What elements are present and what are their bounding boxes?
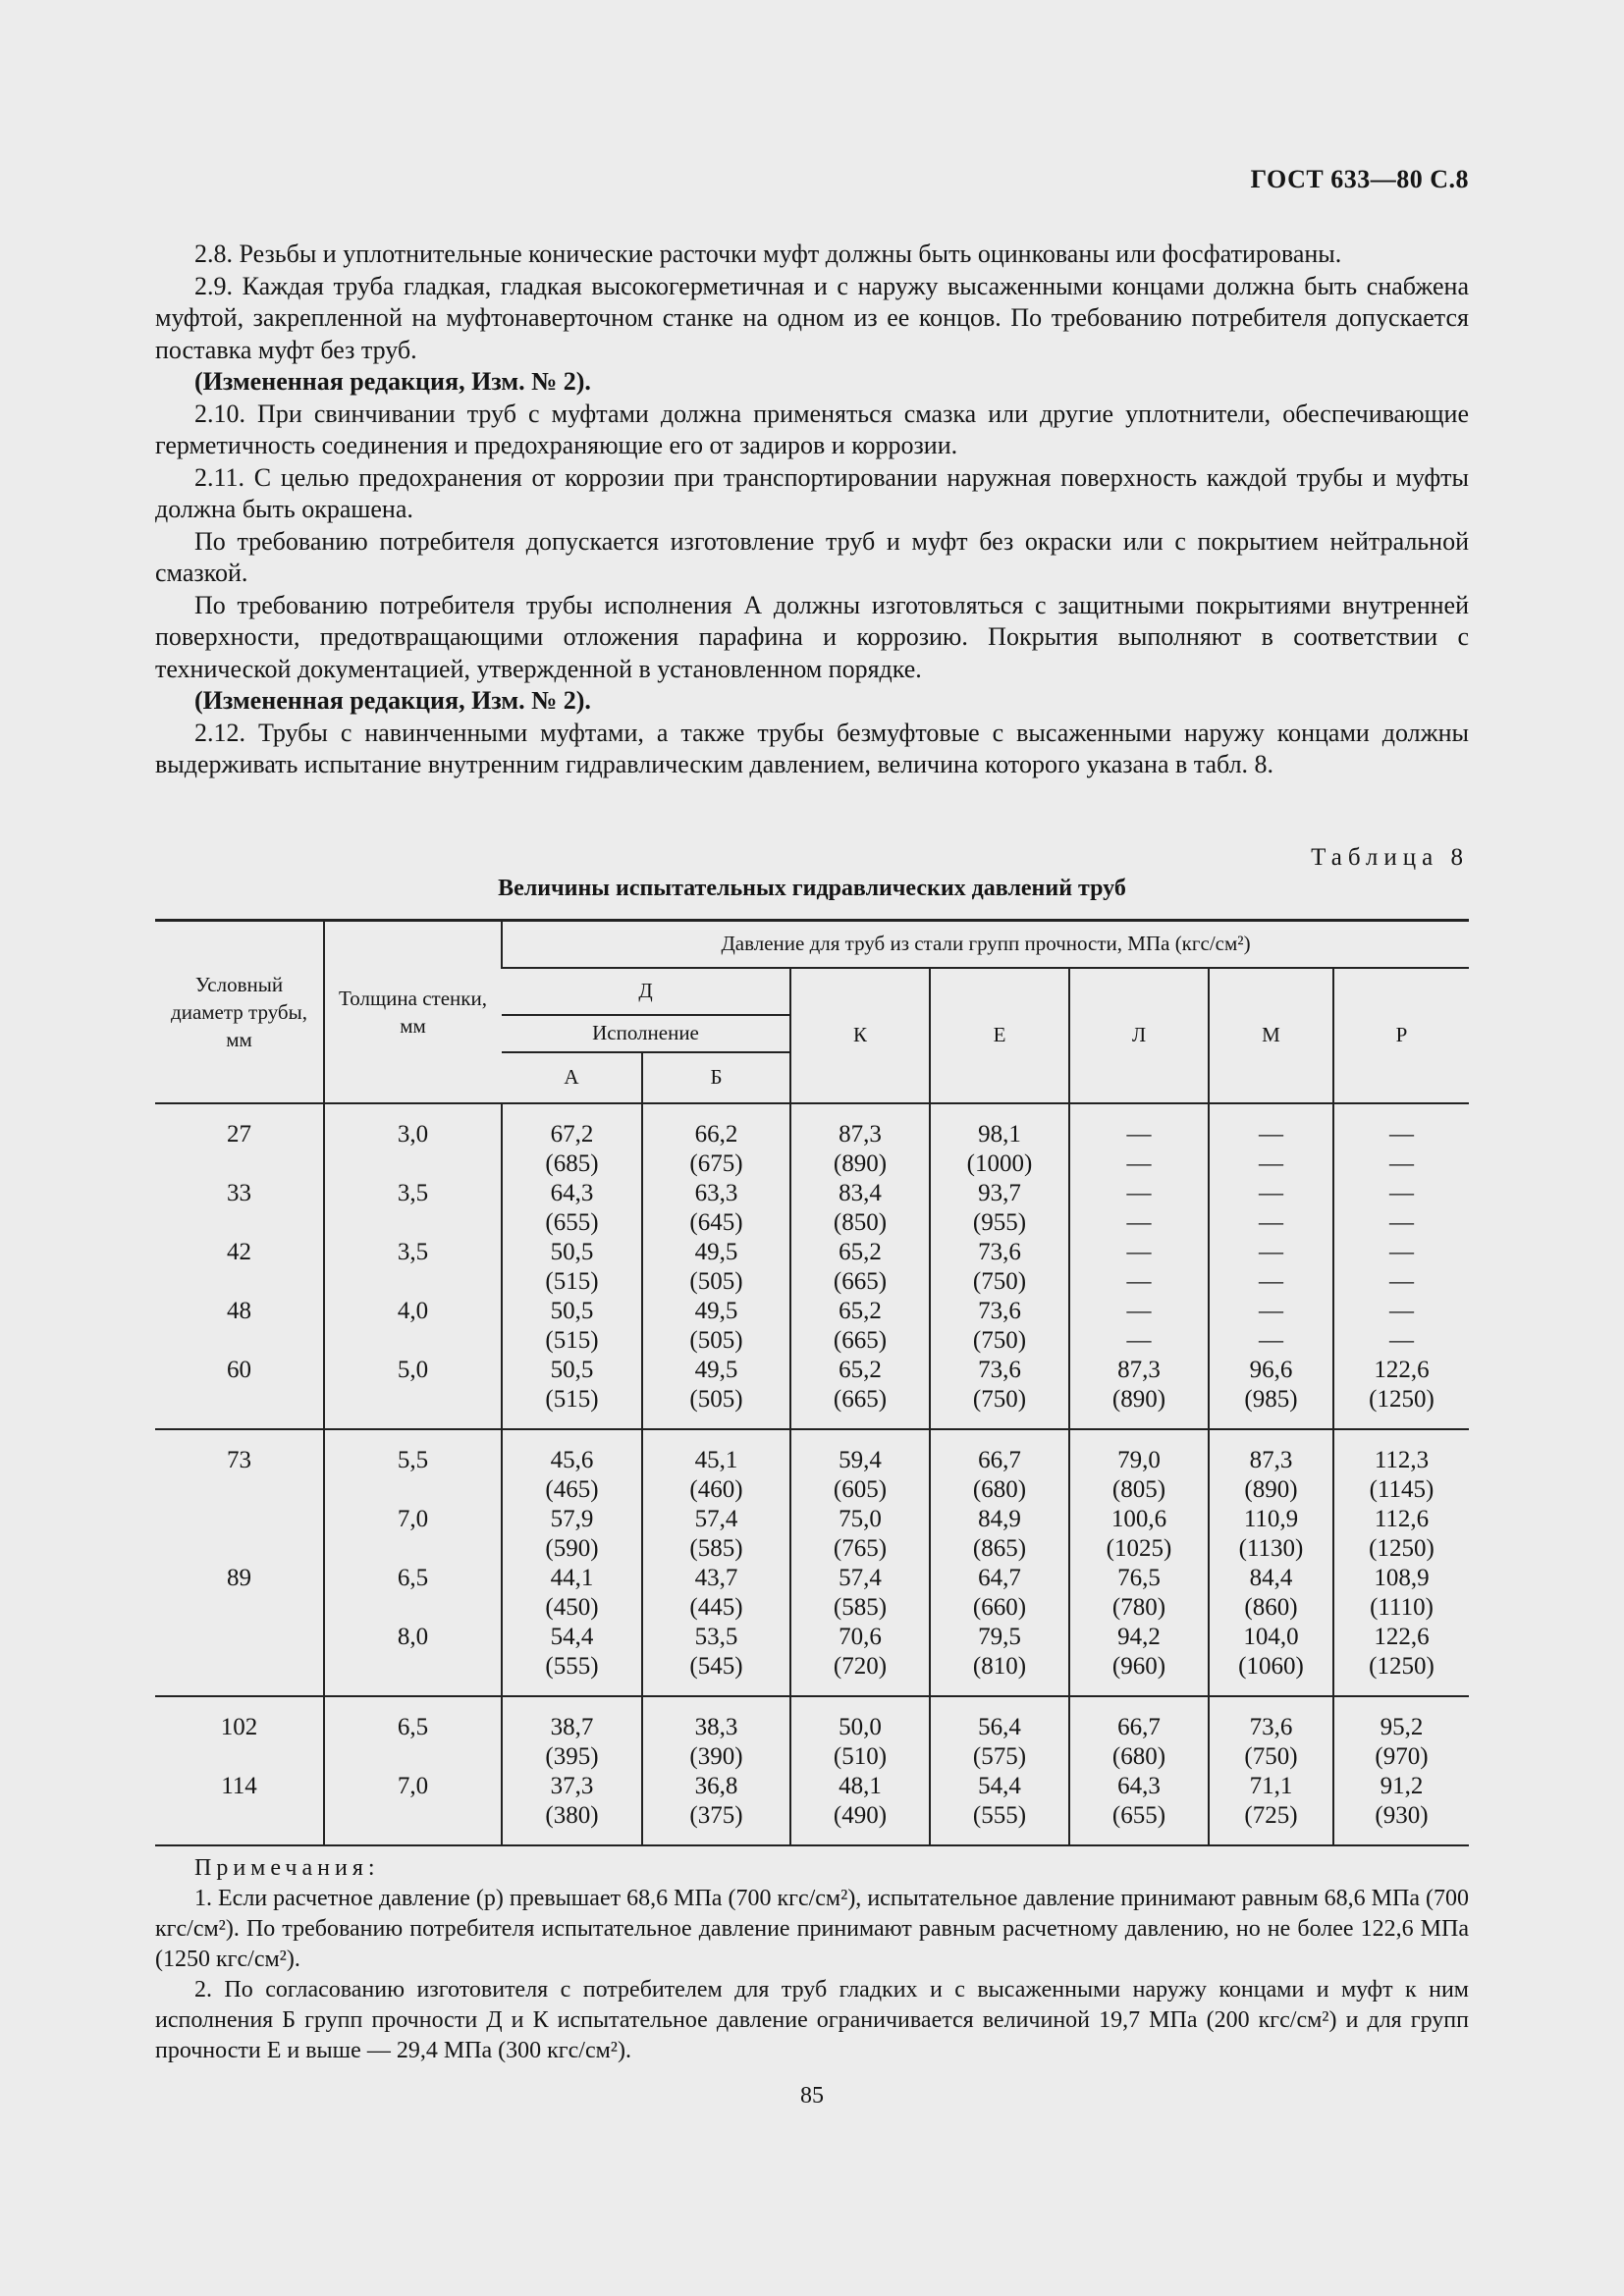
- cell-wall-thickness: 3,5: [324, 1238, 502, 1297]
- pressure-kgf: (685): [545, 1149, 599, 1177]
- pressure-kgf: (750): [1244, 1742, 1298, 1770]
- pressure-kgf: (1250): [1369, 1534, 1435, 1562]
- pressure-mpa: 53,5: [694, 1623, 738, 1650]
- pressure-kgf: —: [1259, 1267, 1283, 1295]
- pressure-kgf: (575): [972, 1742, 1027, 1770]
- amendment-note: (Измененная редакция, Изм. № 2).: [194, 367, 591, 396]
- cell-pressure: [930, 1297, 1069, 1356]
- cell-pressure: [1333, 1238, 1469, 1297]
- cell-pressure: [1209, 1356, 1333, 1429]
- header-execution-b: Б: [642, 1052, 790, 1103]
- pressure-mpa: 67,2: [550, 1120, 594, 1148]
- pressure-mpa: 54,4: [978, 1772, 1021, 1799]
- pressure-kgf: (1145): [1369, 1475, 1435, 1503]
- cell-pressure: [1069, 1696, 1209, 1772]
- paragraph: 2.9. Каждая труба гладкая, гладкая высокогерметичная и с наружу высаженными концами должна быть снабжена муфтой, закрепленной на муфтонаверточном станке на одном из ее концов. По требованию потребителя допускается поставка муфт без труб.: [155, 271, 1469, 364]
- pressure-kgf: (1250): [1369, 1652, 1435, 1680]
- pressure-kgf: (805): [1111, 1475, 1166, 1503]
- pressure-kgf: —: [1259, 1326, 1283, 1354]
- pressure-kgf: —: [1259, 1149, 1283, 1177]
- pressure-kgf: (585): [689, 1534, 743, 1562]
- cell-pressure: [1333, 1297, 1469, 1356]
- pressure-kgf: (380): [545, 1801, 599, 1829]
- cell-diameter: 33: [227, 1179, 251, 1206]
- pressure-kgf: (390): [689, 1742, 743, 1770]
- pressure-kgf: (465): [545, 1475, 599, 1503]
- pressure-kgf: (765): [833, 1534, 888, 1562]
- cell-pressure: [502, 1297, 642, 1356]
- cell-wall-thickness: 3,5: [324, 1179, 502, 1238]
- cell-pressure: [1333, 1623, 1469, 1696]
- pressure-mpa: 73,6: [978, 1238, 1021, 1265]
- cell-diameter: [155, 1505, 324, 1564]
- pressure-kgf: —: [1389, 1208, 1414, 1236]
- pressure-kgf: (850): [833, 1208, 888, 1236]
- cell-pressure: [790, 1103, 930, 1179]
- pressure-mpa: —: [1389, 1179, 1414, 1206]
- cell-pressure: [502, 1696, 642, 1772]
- pressure-kgf: (675): [689, 1149, 743, 1177]
- pressure-mpa: 65,2: [839, 1297, 882, 1324]
- cell-pressure: [790, 1696, 930, 1772]
- pressure-mpa: 94,2: [1117, 1623, 1161, 1650]
- table-row: [155, 1103, 1469, 1179]
- cell-pressure: [930, 1429, 1069, 1505]
- table-row: [155, 1238, 1469, 1297]
- pressure-mpa: 79,5: [978, 1623, 1021, 1650]
- header-pressure: Давление для труб из стали групп прочности, МПа (кгс/см²): [502, 921, 1469, 968]
- page-number: 85: [800, 2083, 824, 2109]
- pressure-kgf: (450): [545, 1593, 599, 1621]
- note-item: 1. Если расчетное давление (p) превышает 68,6 МПа (700 кгс/см²), испытательное давление принимают равным 68,6 МПа (700 кгс/см²). По требованию потребителя испытательное давление принимают равным расчетному давлению, но не более 122,6 МПа (1250 кгс/см²).: [155, 1886, 1469, 1972]
- pressure-mpa: 95,2: [1380, 1713, 1424, 1740]
- cell-pressure: [930, 1696, 1069, 1772]
- pressure-mpa: 91,2: [1380, 1772, 1424, 1799]
- cell-pressure: [1209, 1238, 1333, 1297]
- pressure-kgf: (665): [833, 1267, 888, 1295]
- cell-pressure: [502, 1623, 642, 1696]
- paragraph: 2.10. При свинчивании труб с муфтами должна применяться смазка или другие уплотнители, обеспечивающие герметичность соединения и предохраняющие его от задиров и коррозии.: [155, 399, 1469, 459]
- pressure-kgf: (545): [689, 1652, 743, 1680]
- header-wall-thickness: Толщина стенки, мм: [324, 921, 502, 1103]
- pressure-kgf: (955): [972, 1208, 1027, 1236]
- table-row: [155, 1772, 1469, 1845]
- cell-diameter: 114: [155, 1772, 324, 1845]
- pressure-mpa: 57,9: [550, 1505, 594, 1532]
- table-title: Величины испытательных гидравлических давлений труб: [498, 876, 1126, 901]
- cell-pressure: [642, 1505, 790, 1564]
- cell-pressure: [930, 1772, 1069, 1845]
- pressure-mpa: 66,2: [694, 1120, 738, 1148]
- cell-diameter: 27: [227, 1120, 251, 1148]
- cell-pressure: [1069, 1772, 1209, 1845]
- pressure-mpa: 122,6: [1374, 1623, 1430, 1650]
- cell-pressure: [502, 1356, 642, 1429]
- pressure-kgf: (680): [1111, 1742, 1166, 1770]
- pressure-mpa: —: [1259, 1238, 1283, 1265]
- pressure-mpa: 112,3: [1374, 1446, 1430, 1473]
- document-code-header: ГОСТ 633—80 С.8: [1250, 165, 1469, 193]
- pressure-mpa: —: [1259, 1120, 1283, 1148]
- pressure-mpa: 79,0: [1117, 1446, 1161, 1473]
- cell-pressure: [502, 1772, 642, 1845]
- pressure-mpa: 37,3: [550, 1772, 594, 1799]
- pressure-mpa: 43,7: [694, 1564, 738, 1591]
- pressure-mpa: 63,3: [694, 1179, 738, 1206]
- pressure-mpa: 87,3: [1117, 1356, 1161, 1383]
- pressure-mpa: 49,5: [694, 1297, 738, 1324]
- pressure-mpa: 76,5: [1117, 1564, 1161, 1591]
- pressure-mpa: 56,4: [978, 1713, 1021, 1740]
- cell-pressure: [1333, 1505, 1469, 1564]
- table-row: [155, 1179, 1469, 1238]
- pressure-mpa: 64,3: [550, 1179, 594, 1206]
- cell-pressure: [790, 1429, 930, 1505]
- pressure-mpa: 66,7: [978, 1446, 1021, 1473]
- cell-pressure: [930, 1179, 1069, 1238]
- pressure-mpa: 73,6: [978, 1356, 1021, 1383]
- cell-pressure: [790, 1297, 930, 1356]
- cell-diameter: 89: [227, 1564, 251, 1591]
- cell-pressure: [642, 1179, 790, 1238]
- pressure-kgf: (515): [545, 1326, 599, 1354]
- note-item: 2. По согласованию изготовителя с потребителем для труб гладких и с высаженными наружу концами и муфт к ним исполнения Б групп прочности Д и К испытательное давление ограничивается величиной 19,7 МПа (200 кгс/см²) и для групп прочности Е и выше — 29,4 МПа (300 кгс/см²).: [155, 1977, 1469, 2063]
- pressure-mpa: 38,7: [550, 1713, 594, 1740]
- cell-wall-thickness: 7,0: [324, 1772, 502, 1845]
- pressure-mpa: 38,3: [694, 1713, 738, 1740]
- pressure-kgf: —: [1389, 1149, 1414, 1177]
- cell-pressure: [1069, 1238, 1209, 1297]
- pressure-kgf: (970): [1375, 1742, 1429, 1770]
- cell-pressure: [1069, 1297, 1209, 1356]
- header-diameter: Условный диаметр трубы, мм: [155, 921, 324, 1103]
- cell-pressure: [1209, 1772, 1333, 1845]
- cell-pressure: [1333, 1179, 1469, 1238]
- pressure-mpa: 44,1: [550, 1564, 594, 1591]
- notes: [155, 1853, 1469, 2066]
- pressure-mpa: 87,3: [839, 1120, 882, 1148]
- paragraph: По требованию потребителя трубы исполнения А должны изготовляться с защитными покрытиями внутренней поверхности, предотвращающими отложения парафина и коррозию. Покрытия выполняют в соответствии с технической документацией, утвержденной в установленном порядке.: [155, 590, 1469, 683]
- cell-pressure: [930, 1564, 1069, 1623]
- pressure-kgf: (375): [689, 1801, 743, 1829]
- table-row: [155, 1623, 1469, 1696]
- pressure-mpa: —: [1389, 1297, 1414, 1324]
- cell-pressure: [1069, 1103, 1209, 1179]
- pressure-mpa: 83,4: [839, 1179, 882, 1206]
- cell-pressure: [930, 1103, 1069, 1179]
- cell-wall-thickness: 7,0: [324, 1505, 502, 1564]
- cell-diameter: 48: [227, 1297, 251, 1324]
- cell-pressure: [642, 1772, 790, 1845]
- header-group-r: Р: [1333, 968, 1469, 1103]
- pressure-kgf: (1250): [1369, 1385, 1435, 1413]
- cell-diameter: 60: [155, 1356, 324, 1429]
- cell-pressure: [1069, 1429, 1209, 1505]
- cell-pressure: [1209, 1623, 1333, 1696]
- body-text: [155, 239, 1469, 781]
- pressure-kgf: (605): [833, 1475, 888, 1503]
- pressure-mpa: —: [1259, 1297, 1283, 1324]
- pressure-mpa: 112,6: [1374, 1505, 1430, 1532]
- pressure-mpa: 75,0: [839, 1505, 882, 1532]
- cell-pressure: [790, 1505, 930, 1564]
- notes-title: Примечания:: [194, 1855, 380, 1881]
- pressure-kgf: (1025): [1106, 1534, 1172, 1562]
- pressure-kgf: (725): [1244, 1801, 1298, 1829]
- header-execution-a: А: [502, 1052, 642, 1103]
- amendment-note: (Измененная редакция, Изм. № 2).: [194, 686, 591, 715]
- header-execution: Исполнение: [502, 1015, 790, 1052]
- pressure-mpa: 50,5: [550, 1238, 594, 1265]
- pressure-mpa: 65,2: [839, 1238, 882, 1265]
- cell-pressure: [1069, 1505, 1209, 1564]
- cell-pressure: [642, 1696, 790, 1772]
- cell-pressure: [1333, 1356, 1469, 1429]
- cell-pressure: [790, 1238, 930, 1297]
- pressure-kgf: (1060): [1238, 1652, 1304, 1680]
- pressure-kgf: (460): [689, 1475, 743, 1503]
- cell-pressure: [502, 1564, 642, 1623]
- pressure-mpa: 36,8: [694, 1772, 738, 1799]
- paragraph: По требованию потребителя допускается изготовление труб и муфт без окраски или с покрытием нейтральной смазкой.: [155, 526, 1469, 587]
- cell-pressure: [930, 1238, 1069, 1297]
- cell-pressure: [1069, 1623, 1209, 1696]
- pressure-mpa: —: [1389, 1120, 1414, 1148]
- cell-pressure: [642, 1623, 790, 1696]
- table-row: [155, 1505, 1469, 1564]
- cell-wall-thickness: 6,5: [324, 1696, 502, 1772]
- pressure-kgf: (890): [1244, 1475, 1298, 1503]
- cell-pressure: [642, 1564, 790, 1623]
- cell-pressure: [930, 1505, 1069, 1564]
- pressure-kgf: (860): [1244, 1593, 1298, 1621]
- pressure-kgf: (930): [1375, 1801, 1429, 1829]
- pressure-kgf: (665): [833, 1326, 888, 1354]
- pressure-mpa: 122,6: [1374, 1356, 1430, 1383]
- pressure-mpa: 64,3: [1117, 1772, 1161, 1799]
- pressure-mpa: 59,4: [839, 1446, 882, 1473]
- cell-pressure: [790, 1564, 930, 1623]
- pressure-mpa: 108,9: [1374, 1564, 1430, 1591]
- pressure-mpa: 73,6: [1249, 1713, 1293, 1740]
- pressure-kgf: (750): [972, 1267, 1027, 1295]
- pressure-mpa: 64,7: [978, 1564, 1021, 1591]
- cell-diameter: 42: [227, 1238, 251, 1265]
- pressure-mpa: 65,2: [839, 1356, 882, 1383]
- cell-pressure: [1333, 1772, 1469, 1845]
- pressure-kgf: (890): [1111, 1385, 1166, 1413]
- table-row: [155, 1564, 1469, 1623]
- cell-wall-thickness: 5,5: [324, 1429, 502, 1505]
- pressure-kgf: (445): [689, 1593, 743, 1621]
- pressure-table: [155, 919, 1469, 1846]
- pressure-mpa: 93,7: [978, 1179, 1021, 1206]
- pressure-kgf: (655): [545, 1208, 599, 1236]
- pressure-kgf: (655): [1111, 1801, 1166, 1829]
- pressure-mpa: 66,7: [1117, 1713, 1161, 1740]
- cell-pressure: [502, 1179, 642, 1238]
- cell-pressure: [642, 1297, 790, 1356]
- cell-pressure: [1069, 1179, 1209, 1238]
- table-body: [155, 1103, 1469, 1845]
- cell-pressure: [1069, 1356, 1209, 1429]
- header-group-l: Л: [1069, 968, 1209, 1103]
- cell-pressure: [502, 1103, 642, 1179]
- cell-wall-thickness: 4,0: [324, 1297, 502, 1356]
- cell-pressure: [642, 1356, 790, 1429]
- cell-wall-thickness: 8,0: [324, 1623, 502, 1696]
- pressure-kgf: —: [1126, 1267, 1152, 1295]
- cell-diameter: 102: [220, 1713, 258, 1740]
- table-row: [155, 1356, 1469, 1429]
- pressure-kgf: (890): [833, 1149, 888, 1177]
- header-group-d: Д: [502, 968, 790, 1015]
- pressure-kgf: (865): [972, 1534, 1027, 1562]
- pressure-mpa: 96,6: [1249, 1356, 1293, 1383]
- cell-pressure: [930, 1623, 1069, 1696]
- pressure-mpa: 71,1: [1249, 1772, 1293, 1799]
- pressure-mpa: 87,3: [1249, 1446, 1293, 1473]
- pressure-mpa: —: [1126, 1238, 1152, 1265]
- cell-diameter: 73: [227, 1446, 251, 1473]
- pressure-mpa: —: [1259, 1179, 1283, 1206]
- cell-wall-thickness: 6,5: [324, 1564, 502, 1623]
- pressure-mpa: 45,6: [550, 1446, 594, 1473]
- cell-pressure: [930, 1356, 1069, 1429]
- pressure-kgf: (505): [689, 1267, 743, 1295]
- pressure-mpa: —: [1126, 1179, 1152, 1206]
- paragraph: 2.11. С целью предохранения от коррозии при транспортировании наружная поверхность каждой трубы и муфты должна быть окрашена.: [155, 462, 1469, 523]
- pressure-kgf: (665): [833, 1385, 888, 1413]
- pressure-kgf: (510): [833, 1742, 888, 1770]
- cell-pressure: [790, 1772, 930, 1845]
- pressure-kgf: (645): [689, 1208, 743, 1236]
- pressure-kgf: (555): [545, 1652, 599, 1680]
- pressure-mpa: —: [1126, 1297, 1152, 1324]
- pressure-kgf: (395): [545, 1742, 599, 1770]
- pressure-mpa: 50,5: [550, 1297, 594, 1324]
- cell-wall-thickness: 3,0: [324, 1103, 502, 1179]
- pressure-kgf: (780): [1111, 1593, 1166, 1621]
- pressure-kgf: —: [1389, 1326, 1414, 1354]
- cell-pressure: [502, 1429, 642, 1505]
- pressure-kgf: —: [1259, 1208, 1283, 1236]
- pressure-mpa: 73,6: [978, 1297, 1021, 1324]
- pressure-mpa: 104,0: [1243, 1623, 1299, 1650]
- cell-pressure: [502, 1238, 642, 1297]
- cell-pressure: [1333, 1564, 1469, 1623]
- cell-pressure: [790, 1623, 930, 1696]
- paragraph: 2.12. Трубы с навинченными муфтами, а также трубы безмуфтовые с высаженными наружу концами должны выдерживать испытание внутренним гидравлическим давлением, величина которого указана в табл. 8.: [155, 718, 1469, 778]
- pressure-mpa: 110,9: [1243, 1505, 1299, 1532]
- pressure-mpa: 49,5: [694, 1238, 738, 1265]
- cell-pressure: [790, 1179, 930, 1238]
- pressure-mpa: —: [1126, 1120, 1152, 1148]
- pressure-mpa: 49,5: [694, 1356, 738, 1383]
- cell-pressure: [642, 1238, 790, 1297]
- cell-pressure: [1209, 1564, 1333, 1623]
- pressure-kgf: (515): [545, 1385, 599, 1413]
- cell-diameter: [155, 1623, 324, 1696]
- table-caption: Таблица 8: [1311, 844, 1469, 871]
- pressure-mpa: 57,4: [694, 1505, 738, 1532]
- table-row: [155, 1297, 1469, 1356]
- pressure-kgf: (590): [545, 1534, 599, 1562]
- cell-pressure: [1333, 1696, 1469, 1772]
- cell-pressure: [642, 1103, 790, 1179]
- pressure-kgf: (720): [833, 1652, 888, 1680]
- cell-pressure: [1333, 1103, 1469, 1179]
- header-group-k: К: [790, 968, 930, 1103]
- pressure-mpa: 84,4: [1249, 1564, 1293, 1591]
- table-row: [155, 1696, 1469, 1772]
- pressure-kgf: (490): [833, 1801, 888, 1829]
- pressure-mpa: 48,1: [839, 1772, 882, 1799]
- pressure-mpa: 50,5: [550, 1356, 594, 1383]
- pressure-kgf: (960): [1111, 1652, 1166, 1680]
- pressure-kgf: (985): [1244, 1385, 1298, 1413]
- pressure-mpa: 57,4: [839, 1564, 882, 1591]
- cell-pressure: [1069, 1564, 1209, 1623]
- pressure-kgf: (585): [833, 1593, 888, 1621]
- pressure-kgf: —: [1126, 1149, 1152, 1177]
- pressure-kgf: (1110): [1370, 1593, 1434, 1621]
- pressure-mpa: 50,0: [839, 1713, 882, 1740]
- pressure-kgf: (505): [689, 1326, 743, 1354]
- pressure-mpa: 45,1: [694, 1446, 738, 1473]
- pressure-kgf: —: [1126, 1326, 1152, 1354]
- cell-pressure: [642, 1429, 790, 1505]
- cell-pressure: [1209, 1103, 1333, 1179]
- pressure-mpa: 70,6: [839, 1623, 882, 1650]
- pressure-mpa: 84,9: [978, 1505, 1021, 1532]
- pressure-kgf: (515): [545, 1267, 599, 1295]
- pressure-kgf: (750): [972, 1385, 1027, 1413]
- cell-pressure: [1209, 1429, 1333, 1505]
- pressure-kgf: (505): [689, 1385, 743, 1413]
- cell-pressure: [1209, 1505, 1333, 1564]
- pressure-kgf: (1130): [1238, 1534, 1304, 1562]
- pressure-kgf: (660): [972, 1593, 1027, 1621]
- cell-pressure: [1209, 1696, 1333, 1772]
- pressure-kgf: —: [1389, 1267, 1414, 1295]
- header-group-e: Е: [930, 968, 1069, 1103]
- cell-wall-thickness: 5,0: [324, 1356, 502, 1429]
- pressure-mpa: 54,4: [550, 1623, 594, 1650]
- cell-pressure: [1209, 1179, 1333, 1238]
- pressure-mpa: 98,1: [978, 1120, 1021, 1148]
- pressure-mpa: 100,6: [1110, 1505, 1167, 1532]
- pressure-kgf: (555): [972, 1801, 1027, 1829]
- pressure-mpa: —: [1389, 1238, 1414, 1265]
- pressure-kgf: (750): [972, 1326, 1027, 1354]
- pressure-kgf: (810): [972, 1652, 1027, 1680]
- table-row: [155, 1429, 1469, 1505]
- cell-pressure: [502, 1505, 642, 1564]
- header-group-m: М: [1209, 968, 1333, 1103]
- pressure-kgf: (1000): [966, 1149, 1033, 1177]
- pressure-kgf: (680): [972, 1475, 1027, 1503]
- pressure-kgf: —: [1126, 1208, 1152, 1236]
- cell-pressure: [1209, 1297, 1333, 1356]
- paragraph: 2.8. Резьбы и уплотнительные конические расточки муфт должны быть оцинкованы или фосфатированы.: [194, 240, 1342, 268]
- cell-pressure: [1333, 1429, 1469, 1505]
- cell-pressure: [790, 1356, 930, 1429]
